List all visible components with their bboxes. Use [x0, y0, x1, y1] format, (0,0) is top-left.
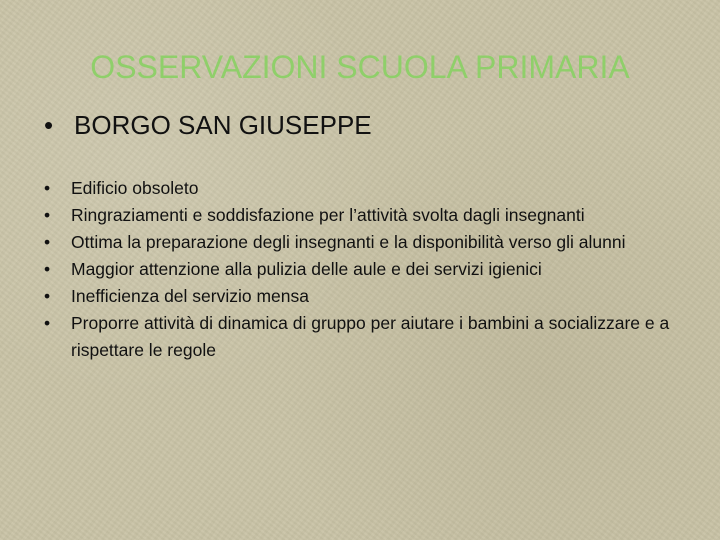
- bullet-icon: •: [44, 232, 51, 252]
- subtitle-text: BORGO SAN GIUSEPPE: [74, 110, 372, 140]
- bullet-icon: •: [44, 286, 51, 306]
- observation-list: [44, 175, 684, 364]
- list-item: [44, 310, 684, 364]
- list-item-text: Proporre attività di dinamica di gruppo per aiutare i bambini a socializzare e a rispettare le regole: [71, 313, 670, 360]
- list-item: [44, 229, 684, 256]
- list-item-text: Ottima la preparazione degli insegnanti e la disponibilità verso gli alunni: [71, 232, 626, 252]
- list-item: [44, 283, 684, 310]
- bullet-icon: •: [44, 313, 51, 333]
- bullet-icon: •: [44, 178, 51, 198]
- list-item-text: Maggior attenzione alla pulizia delle aule e dei servizi igienici: [71, 259, 542, 279]
- list-item-text: Edificio obsoleto: [71, 178, 199, 198]
- slide-title: OSSERVAZIONI SCUOLA PRIMARIA: [90, 49, 630, 85]
- bullet-icon: •: [44, 110, 54, 140]
- list-item-text: Ringraziamenti e soddisfazione per l’attività svolta dagli insegnanti: [71, 205, 585, 225]
- list-item-text: Inefficienza del servizio mensa: [71, 286, 309, 306]
- bullet-icon: •: [44, 205, 51, 225]
- bullet-icon: •: [44, 259, 51, 279]
- list-item: [44, 256, 684, 283]
- list-item: [44, 202, 684, 229]
- slide-subtitle: [44, 108, 372, 142]
- list-item: [44, 175, 684, 202]
